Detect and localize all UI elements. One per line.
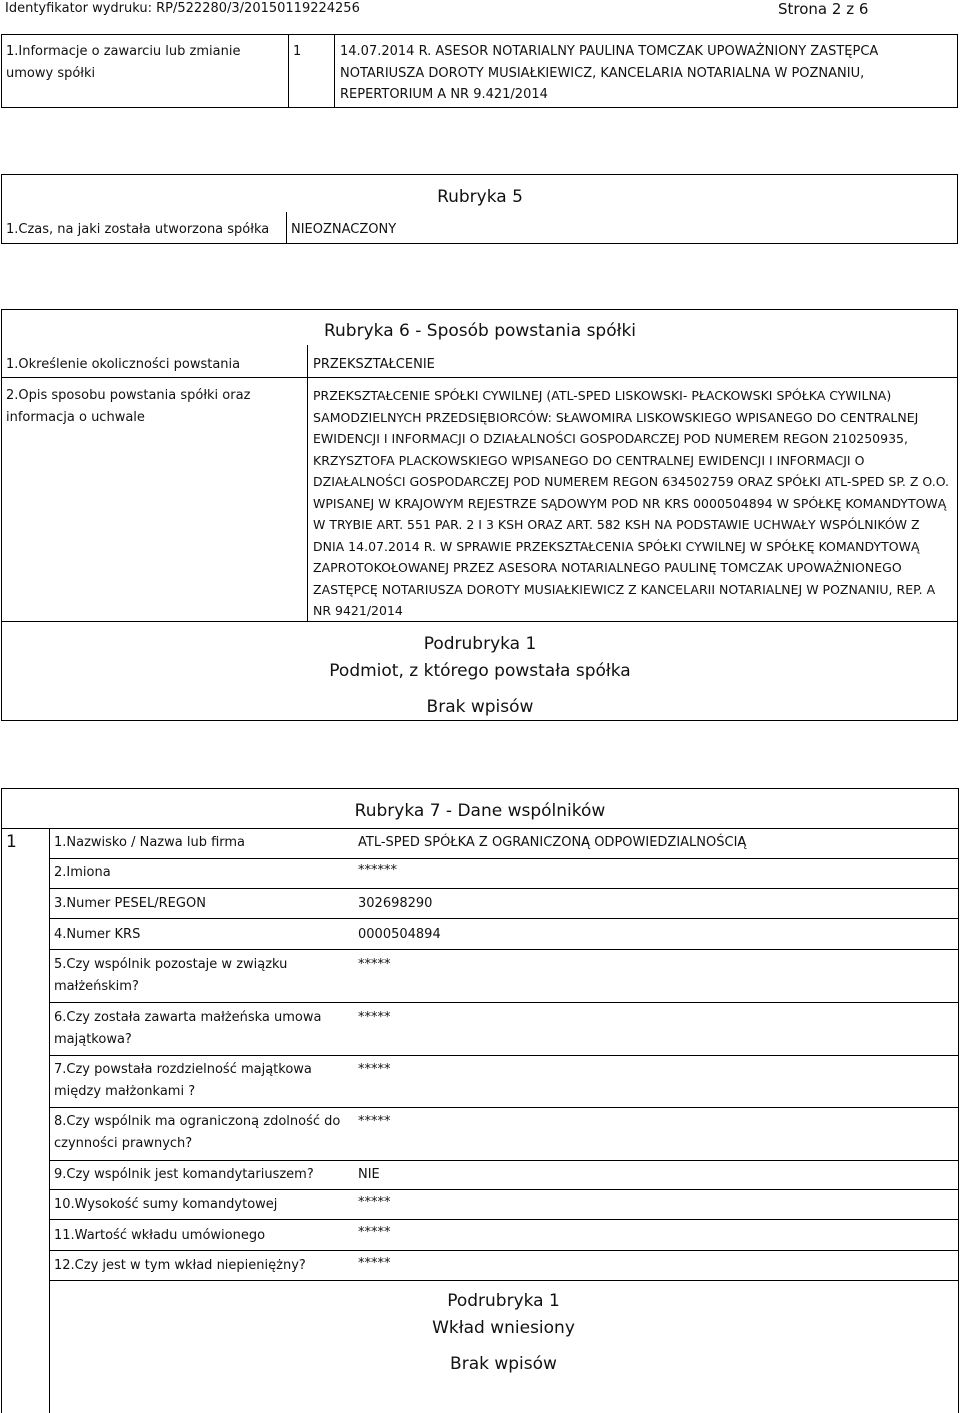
subsection-subtitle: Podmiot, z którego powstała spółka (329, 661, 631, 681)
partner-field-label: 2.Imiona (54, 865, 111, 880)
partner-field-label: 5.Czy wspólnik pozostaje w związku małżeńskim? (54, 957, 288, 994)
partner-field-value: 0000504894 (358, 927, 441, 942)
partner-field-label: 8.Czy wspólnik ma ograniczoną zdolność do czynności prawnych? (54, 1114, 341, 1151)
rubryka-5-title: Rubryka 5 (437, 187, 523, 207)
partner-field-label: 3.Numer PESEL/REGON (54, 896, 206, 911)
subsection-title: Podrubryka 1 (423, 634, 537, 654)
partner-field-label: 4.Numer KRS (54, 927, 141, 942)
subsection-empty: Brak wpisów (426, 697, 534, 717)
formation-description-value: PRZEKSZTAŁCENIE SPÓŁKI CYWILNEJ (ATL-SPED LISKOWSKI- PŁACKOWSKI SPÓŁKA CYWILNA) SAMODZIELNYCH PRZEDSIĘBIORCÓW: SŁAWOMIRA LISKOWSKIEGO WPISANEGO DO CENTRALNEJ EWIDENCJI I INFORMACJI O DZIAŁALNOŚCI GOSPODARCZEJ POD NUMEREM REGON 210250935, KRZYSZTOFA PLACKOWSKIEGO WPISANEGO DO CENTRALNEJ EWIDENCJI I INFORMACJI O DZIAŁALNOŚCI GOSPODARCZEJ POD NUMEREM REGON 634502759 ORAZ SPÓŁKI ATL-SPED SP. Z O.O. WPISANEJ W KRAJOWYM REJESTRZE SĄDOWYM POD NR KRS 0000504894 W SPÓŁKĘ KOMANDYTOWĄ W TRYBIE ART. 551 PAR. 2 I 3 KSH ORAZ ART. 582 KSH NA PODSTAWIE UCHWAŁY WSPÓLNIKÓW Z DNIA 14.07.2014 R. W SPRAWIE PRZEKSZTAŁCENIA SPÓŁKI CYWILNEJ W SPÓŁKĘ KOMANDYTOWĄ ZAPROTOKOŁOWANEJ PRZEZ ASESORA NOTARIALNEGO PAULINĘ TOMCZAK UPOWAŻNIONEGO ZASTĘPCĘ NOTARIUSZA DOROTY MUSIAŁKIEWICZ Z KANCELARII NOTARIALNEJ W POZNANIU, REP. A NR 9421/2014 (313, 388, 950, 618)
subsection-subtitle: Wkład wniesiony (432, 1318, 575, 1338)
circumstance-label: 1.Określenie okoliczności powstania (6, 357, 241, 372)
partner-field-label: 1.Nazwisko / Nazwa lub firma (54, 835, 246, 850)
partner-number: 1 (6, 832, 17, 852)
subsection-title: Podrubryka 1 (447, 1291, 560, 1311)
partner-field-value: NIE (358, 1167, 380, 1182)
partner-field-value: ATL-SPED SPÓŁKA Z OGRANICZONĄ ODPOWIEDZIALNOŚCIĄ (358, 835, 747, 850)
partner-field-label: 10.Wysokość sumy komandytowej (54, 1197, 278, 1212)
subsection-empty: Brak wpisów (450, 1354, 557, 1374)
partner-field-value: ***** (358, 1010, 391, 1025)
partner-field-label: 9.Czy wspólnik jest komandytariuszem? (54, 1167, 314, 1182)
rubryka-7-title: Rubryka 7 - Dane wspólników (354, 801, 606, 821)
page-number: Strona 2 z 6 (778, 0, 869, 18)
partner-field-value: ***** (358, 1256, 391, 1271)
partner-field-value: ****** (358, 863, 397, 878)
partner-field-value: ***** (358, 1195, 391, 1210)
partner-field-value: ***** (358, 1062, 391, 1077)
partner-field-label: 6.Czy została zawarta małżeńska umowa majątkowa? (54, 1010, 322, 1047)
contract-info-label: 1.Informacje o zawarciu lub zmianie umowy spółki (6, 44, 241, 81)
partner-field-value: 302698290 (358, 896, 433, 911)
print-identifier: Identyfikator wydruku: RP/522280/3/20150119224256 (5, 1, 360, 16)
duration-value: NIEOZNACZONY (291, 222, 397, 237)
entry-number: 1 (293, 44, 302, 59)
rubryka-6-title: Rubryka 6 - Sposób powstania spółki (323, 321, 637, 341)
partner-field-value: ***** (358, 1225, 391, 1240)
formation-description-label: 2.Opis sposobu powstania spółki oraz informacja o uchwale (6, 388, 251, 425)
partner-field-label: 12.Czy jest w tym wkład niepieniężny? (54, 1258, 306, 1273)
circumstance-value: PRZEKSZTAŁCENIE (313, 357, 435, 372)
contract-info-value: 14.07.2014 R. ASESOR NOTARIALNY PAULINA TOMCZAK UPOWAŻNIONY ZASTĘPCA NOTARIUSZA DOROTY MUSIAŁKIEWICZ, KANCELARIA NOTARIALNA W POZNANIU, REPERTORIUM A NR 9.421/2014 (340, 44, 879, 102)
partner-field-value: ***** (358, 957, 391, 972)
partner-field-value: ***** (358, 1114, 391, 1129)
duration-label: 1.Czas, na jaki została utworzona spółka (6, 222, 270, 237)
partner-field-label: 7.Czy powstała rozdzielność majątkowa między małżonkami ? (54, 1062, 312, 1099)
partner-field-label: 11.Wartość wkładu umówionego (54, 1228, 266, 1243)
